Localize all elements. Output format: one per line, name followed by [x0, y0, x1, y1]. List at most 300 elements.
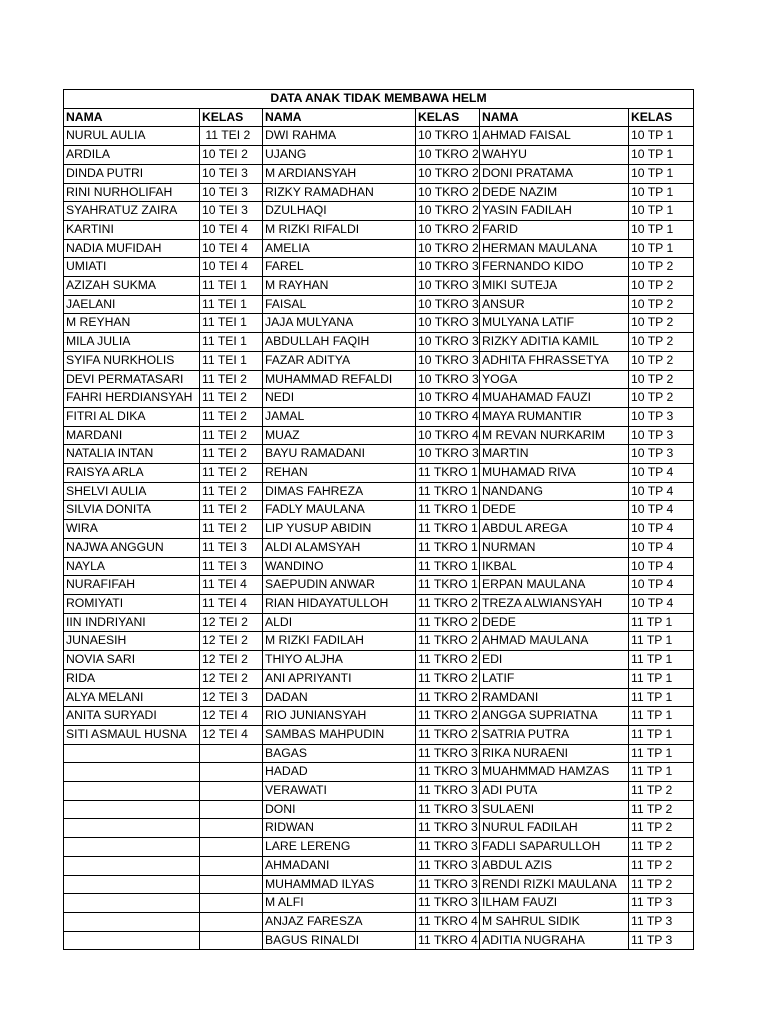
kelas-cell: 11 TEI 4	[200, 594, 263, 613]
nama-cell: FAISAL	[263, 295, 416, 314]
nama-cell	[64, 838, 200, 857]
nama-cell: BAGUS RINALDI	[263, 931, 416, 950]
kelas-cell: 11 TP 3	[629, 894, 694, 913]
nama-cell: SULAENI	[480, 800, 629, 819]
nama-cell: HERMAN MAULANA	[480, 239, 629, 258]
nama-cell: AHMAD FAISAL	[480, 127, 629, 146]
nama-cell: DWI RAHMA	[263, 127, 416, 146]
kelas-cell	[200, 912, 263, 931]
kelas-cell: 12 TEI 2	[200, 632, 263, 651]
table-title: DATA ANAK TIDAK MEMBAWA HELM	[64, 90, 694, 109]
nama-cell: DONI PRATAMA	[480, 164, 629, 183]
kelas-cell: 11 TP 3	[629, 912, 694, 931]
kelas-cell: 11 TKRO 4	[416, 912, 480, 931]
nama-cell: MUHAMMAD REFALDI	[263, 370, 416, 389]
kelas-cell: 10 TKRO 3	[416, 277, 480, 296]
kelas-cell: 10 TP 2	[629, 389, 694, 408]
kelas-cell: 11 TKRO 1	[416, 557, 480, 576]
nama-cell: TREZA ALWIANSYAH	[480, 594, 629, 613]
kelas-cell: 11 TKRO 3	[416, 856, 480, 875]
kelas-cell: 12 TEI 4	[200, 707, 263, 726]
kelas-cell: 11 TEI 3	[200, 557, 263, 576]
kelas-cell: 10 TEI 3	[200, 164, 263, 183]
nama-cell: YASIN FADILAH	[480, 202, 629, 221]
kelas-cell: 11 TKRO 3	[416, 800, 480, 819]
nama-cell: ANI APRIYANTI	[263, 669, 416, 688]
table-row	[64, 838, 694, 857]
kelas-cell: 10 TKRO 2	[416, 202, 480, 221]
nama-cell: IIN INDRIYANI	[64, 613, 200, 632]
kelas-cell: 10 TP 3	[629, 445, 694, 464]
kelas-cell: 11 TP 1	[629, 669, 694, 688]
nama-cell: NATALIA INTAN	[64, 445, 200, 464]
table-row	[64, 127, 694, 146]
nama-cell: EDI	[480, 651, 629, 670]
nama-cell: FAZAR ADITYA	[263, 351, 416, 370]
kelas-cell: 11 TKRO 3	[416, 819, 480, 838]
kelas-cell: 11 TKRO 2	[416, 613, 480, 632]
kelas-cell: 11 TEI 1	[200, 277, 263, 296]
nama-cell: M RAYHAN	[263, 277, 416, 296]
kelas-cell	[200, 744, 263, 763]
kelas-cell	[200, 800, 263, 819]
kelas-cell: 11 TP 1	[629, 744, 694, 763]
table-row	[64, 707, 694, 726]
nama-cell: MULYANA LATIF	[480, 314, 629, 333]
nama-cell: RINI NURHOLIFAH	[64, 183, 200, 202]
nama-cell: RIDA	[64, 669, 200, 688]
kelas-cell: 10 TEI 4	[200, 239, 263, 258]
table-row	[64, 239, 694, 258]
nama-cell: ALDI	[263, 613, 416, 632]
table-row	[64, 594, 694, 613]
kelas-cell: 11 TKRO 2	[416, 688, 480, 707]
kelas-cell: 11 TP 3	[629, 931, 694, 950]
kelas-cell: 10 TKRO 2	[416, 183, 480, 202]
kelas-cell: 10 TKRO 3	[416, 445, 480, 464]
nama-cell: MAYA RUMANTIR	[480, 407, 629, 426]
table-row	[64, 800, 694, 819]
nama-cell: M RIZKI FADILAH	[263, 632, 416, 651]
table-row	[64, 220, 694, 239]
kelas-cell: 10 TKRO 1	[416, 127, 480, 146]
kelas-cell: 10 TKRO 2	[416, 146, 480, 165]
nama-cell	[64, 744, 200, 763]
header-nama-1: NAMA	[64, 108, 200, 127]
nama-cell: NADIA MUFIDAH	[64, 239, 200, 258]
nama-cell	[64, 800, 200, 819]
kelas-cell: 11 TEI 2	[200, 407, 263, 426]
nama-cell: ABDUL AREGA	[480, 520, 629, 539]
nama-cell: LARE LERENG	[263, 838, 416, 857]
nama-cell: RENDI RIZKI MAULANA	[480, 875, 629, 894]
nama-cell: WIRA	[64, 520, 200, 539]
kelas-cell: 10 TKRO 4	[416, 426, 480, 445]
nama-cell: DZULHAQI	[263, 202, 416, 221]
kelas-cell: 11 TEI 1	[200, 351, 263, 370]
nama-cell: MIKI SUTEJA	[480, 277, 629, 296]
kelas-cell: 11 TKRO 2	[416, 594, 480, 613]
kelas-cell: 11 TKRO 1	[416, 464, 480, 483]
kelas-cell: 12 TEI 2	[200, 651, 263, 670]
table-row	[64, 931, 694, 950]
nama-cell: M ARDIANSYAH	[263, 164, 416, 183]
kelas-cell: 11 TP 1	[629, 688, 694, 707]
table-row	[64, 426, 694, 445]
header-row	[64, 108, 694, 127]
table-row	[64, 819, 694, 838]
nama-cell: DADAN	[263, 688, 416, 707]
table-row	[64, 146, 694, 165]
nama-cell: RAISYA ARLA	[64, 464, 200, 483]
kelas-cell	[200, 931, 263, 950]
header-kelas-3: KELAS	[629, 108, 694, 127]
nama-cell	[64, 856, 200, 875]
nama-cell: ADHITA FHRASSETYA	[480, 351, 629, 370]
nama-cell: SATRIA PUTRA	[480, 725, 629, 744]
kelas-cell: 10 TKRO 3	[416, 314, 480, 333]
nama-cell: MARDANI	[64, 426, 200, 445]
kelas-cell: 10 TKRO 3	[416, 295, 480, 314]
nama-cell	[64, 875, 200, 894]
kelas-cell: 10 TP 2	[629, 258, 694, 277]
nama-cell	[64, 931, 200, 950]
kelas-cell: 10 TP 1	[629, 127, 694, 146]
nama-cell: NAJWA ANGGUN	[64, 538, 200, 557]
table-row	[64, 557, 694, 576]
kelas-cell: 10 TEI 3	[200, 183, 263, 202]
kelas-cell: 10 TP 2	[629, 314, 694, 333]
kelas-cell: 11 TKRO 2	[416, 725, 480, 744]
table-row	[64, 538, 694, 557]
kelas-cell: 10 TP 3	[629, 426, 694, 445]
table-row	[64, 258, 694, 277]
nama-cell: ARDILA	[64, 146, 200, 165]
nama-cell: KARTINI	[64, 220, 200, 239]
kelas-cell: 11 TKRO 2	[416, 632, 480, 651]
table-row	[64, 464, 694, 483]
kelas-cell: 12 TEI 4	[200, 725, 263, 744]
nama-cell: FADLY MAULANA	[263, 501, 416, 520]
kelas-cell: 10 TP 4	[629, 538, 694, 557]
kelas-cell: 10 TP 3	[629, 407, 694, 426]
nama-cell: SILVIA DONITA	[64, 501, 200, 520]
kelas-cell: 10 TP 4	[629, 557, 694, 576]
nama-cell: LATIF	[480, 669, 629, 688]
table-row	[64, 688, 694, 707]
kelas-cell: 11 TEI 1	[200, 333, 263, 352]
nama-cell: DEDE	[480, 501, 629, 520]
table-row	[64, 389, 694, 408]
kelas-cell: 10 TEI 3	[200, 202, 263, 221]
nama-cell: RIAN HIDAYATULLOH	[263, 594, 416, 613]
kelas-cell: 11 TEI 3	[200, 538, 263, 557]
table-row	[64, 725, 694, 744]
kelas-cell: 11 TP 2	[629, 856, 694, 875]
nama-cell: VERAWATI	[263, 782, 416, 801]
nama-cell: ADI PUTA	[480, 782, 629, 801]
table-row	[64, 520, 694, 539]
kelas-cell: 11 TEI 2	[200, 389, 263, 408]
kelas-cell: 10 TP 2	[629, 333, 694, 352]
kelas-cell: 11 TEI 2	[200, 520, 263, 539]
nama-cell: BAYU RAMADANI	[263, 445, 416, 464]
kelas-cell: 11 TP 2	[629, 800, 694, 819]
nama-cell: ROMIYATI	[64, 594, 200, 613]
nama-cell: YOGA	[480, 370, 629, 389]
nama-cell: JAJA MULYANA	[263, 314, 416, 333]
kelas-cell: 11 TEI 4	[200, 576, 263, 595]
kelas-cell: 11 TP 2	[629, 875, 694, 894]
kelas-cell: 11 TKRO 2	[416, 669, 480, 688]
kelas-cell: 11 TKRO 3	[416, 763, 480, 782]
nama-cell: NOVIA SARI	[64, 651, 200, 670]
table-row	[64, 351, 694, 370]
nama-cell: NURMAN	[480, 538, 629, 557]
table-row	[64, 445, 694, 464]
nama-cell: ANGGA SUPRIATNA	[480, 707, 629, 726]
nama-cell: MUHAMAD RIVA	[480, 464, 629, 483]
nama-cell: RIO JUNIANSYAH	[263, 707, 416, 726]
kelas-cell: 11 TEI 2	[200, 370, 263, 389]
nama-cell: UJANG	[263, 146, 416, 165]
nama-cell: BAGAS	[263, 744, 416, 763]
table-row	[64, 613, 694, 632]
nama-cell: RIZKY ADITIA KAMIL	[480, 333, 629, 352]
kelas-cell: 11 TP 1	[629, 632, 694, 651]
nama-cell: REHAN	[263, 464, 416, 483]
nama-cell: ILHAM FAUZI	[480, 894, 629, 913]
header-nama-3: NAMA	[480, 108, 629, 127]
nama-cell: M REVAN NURKARIM	[480, 426, 629, 445]
title-row	[64, 90, 694, 109]
nama-cell: JAMAL	[263, 407, 416, 426]
kelas-cell: 10 TKRO 4	[416, 389, 480, 408]
nama-cell: NURAFIFAH	[64, 576, 200, 595]
nama-cell	[64, 763, 200, 782]
table-row	[64, 763, 694, 782]
nama-cell: MARTIN	[480, 445, 629, 464]
kelas-cell: 10 TP 1	[629, 239, 694, 258]
table-row	[64, 277, 694, 296]
nama-cell: SHELVI AULIA	[64, 482, 200, 501]
kelas-cell: 11 TP 2	[629, 838, 694, 857]
kelas-cell: 11 TKRO 1	[416, 520, 480, 539]
nama-cell: ALYA MELANI	[64, 688, 200, 707]
nama-cell: MUHAMMAD ILYAS	[263, 875, 416, 894]
nama-cell: NEDI	[263, 389, 416, 408]
kelas-cell: 10 TP 1	[629, 202, 694, 221]
nama-cell: M SAHRUL SIDIK	[480, 912, 629, 931]
kelas-cell	[200, 875, 263, 894]
kelas-cell: 11 TEI 1	[200, 295, 263, 314]
nama-cell: MUAHAMAD FAUZI	[480, 389, 629, 408]
nama-cell: NURUL AULIA	[64, 127, 200, 146]
nama-cell: NAYLA	[64, 557, 200, 576]
kelas-cell: 10 TEI 4	[200, 220, 263, 239]
kelas-cell: 11 TEI 2	[200, 445, 263, 464]
kelas-cell: 11 TKRO 3	[416, 894, 480, 913]
nama-cell: JAELANI	[64, 295, 200, 314]
table-row	[64, 856, 694, 875]
nama-cell: THIYO ALJHA	[263, 651, 416, 670]
kelas-cell: 10 TEI 4	[200, 258, 263, 277]
nama-cell: NURUL FADILAH	[480, 819, 629, 838]
nama-cell: SITI ASMAUL HUSNA	[64, 725, 200, 744]
nama-cell: WAHYU	[480, 146, 629, 165]
table-row	[64, 875, 694, 894]
kelas-cell: 11 TKRO 2	[416, 707, 480, 726]
kelas-cell: 10 TP 4	[629, 594, 694, 613]
table-row	[64, 782, 694, 801]
kelas-cell: 12 TEI 2	[200, 669, 263, 688]
kelas-cell: 10 TKRO 2	[416, 164, 480, 183]
table-row	[64, 669, 694, 688]
nama-cell: IKBAL	[480, 557, 629, 576]
nama-cell: SAMBAS MAHPUDIN	[263, 725, 416, 744]
nama-cell: SYIFA NURKHOLIS	[64, 351, 200, 370]
nama-cell: DEDE NAZIM	[480, 183, 629, 202]
kelas-cell: 10 TKRO 2	[416, 239, 480, 258]
nama-cell: LIP YUSUP ABIDIN	[263, 520, 416, 539]
kelas-cell: 10 TP 2	[629, 277, 694, 296]
kelas-cell: 11 TKRO 3	[416, 838, 480, 857]
kelas-cell: 11 TP 1	[629, 613, 694, 632]
kelas-cell: 11 TKRO 3	[416, 782, 480, 801]
kelas-cell: 11 TEI 1	[200, 314, 263, 333]
nama-cell: NANDANG	[480, 482, 629, 501]
kelas-cell	[200, 782, 263, 801]
nama-cell: FAREL	[263, 258, 416, 277]
nama-cell: JUNAESIH	[64, 632, 200, 651]
kelas-cell	[200, 838, 263, 857]
kelas-cell: 11 TP 2	[629, 782, 694, 801]
kelas-cell: 11 TKRO 3	[416, 744, 480, 763]
table-row	[64, 632, 694, 651]
kelas-cell: 10 TP 4	[629, 482, 694, 501]
nama-cell: DEVI PERMATASARI	[64, 370, 200, 389]
kelas-cell: 11 TKRO 1	[416, 576, 480, 595]
kelas-cell: 10 TP 4	[629, 576, 694, 595]
kelas-cell: 10 TP 2	[629, 370, 694, 389]
table-row	[64, 183, 694, 202]
nama-cell: FERNANDO KIDO	[480, 258, 629, 277]
table-row	[64, 370, 694, 389]
kelas-cell: 12 TEI 3	[200, 688, 263, 707]
kelas-cell: 11 TKRO 4	[416, 931, 480, 950]
kelas-cell: 11 TEI 2	[200, 501, 263, 520]
table-row	[64, 333, 694, 352]
table-row	[64, 164, 694, 183]
nama-cell: ALDI ALAMSYAH	[263, 538, 416, 557]
nama-cell: ABDULLAH FAQIH	[263, 333, 416, 352]
kelas-cell: 10 TP 1	[629, 164, 694, 183]
kelas-cell: 10 TKRO 4	[416, 407, 480, 426]
nama-cell	[64, 894, 200, 913]
nama-cell: ANJAZ FARESZA	[263, 912, 416, 931]
kelas-cell: 11 TP 1	[629, 763, 694, 782]
data-table	[63, 89, 694, 950]
kelas-cell: 10 TP 4	[629, 520, 694, 539]
header-nama-2: NAMA	[263, 108, 416, 127]
kelas-cell	[200, 856, 263, 875]
nama-cell: RIDWAN	[263, 819, 416, 838]
kelas-cell: 11 TP 1	[629, 707, 694, 726]
kelas-cell: 11 TP 1	[629, 725, 694, 744]
nama-cell: FAHRI HERDIANSYAH	[64, 389, 200, 408]
nama-cell: SYAHRATUZ ZAIRA	[64, 202, 200, 221]
kelas-cell: 11 TEI 2	[200, 482, 263, 501]
nama-cell: MILA JULIA	[64, 333, 200, 352]
kelas-cell: 11 TKRO 1	[416, 482, 480, 501]
kelas-cell: 10 TKRO 3	[416, 351, 480, 370]
kelas-cell: 11 TKRO 1	[416, 538, 480, 557]
table-row	[64, 651, 694, 670]
nama-cell: DONI	[263, 800, 416, 819]
nama-cell	[64, 782, 200, 801]
table-row	[64, 314, 694, 333]
kelas-cell: 10 TEI 2	[200, 146, 263, 165]
nama-cell: ABDUL AZIS	[480, 856, 629, 875]
nama-cell: HADAD	[263, 763, 416, 782]
nama-cell: AHMAD MAULANA	[480, 632, 629, 651]
kelas-cell: 11 TP 1	[629, 651, 694, 670]
nama-cell: DINDA PUTRI	[64, 164, 200, 183]
kelas-cell: 10 TKRO 3	[416, 370, 480, 389]
nama-cell	[64, 912, 200, 931]
kelas-cell: 11 TP 2	[629, 819, 694, 838]
table-row	[64, 912, 694, 931]
nama-cell: FARID	[480, 220, 629, 239]
kelas-cell: 10 TKRO 2	[416, 220, 480, 239]
nama-cell: ERPAN MAULANA	[480, 576, 629, 595]
nama-cell: AHMADANI	[263, 856, 416, 875]
header-kelas-2: KELAS	[416, 108, 480, 127]
nama-cell: AMELIA	[263, 239, 416, 258]
nama-cell: ANSUR	[480, 295, 629, 314]
kelas-cell	[200, 763, 263, 782]
kelas-cell: 10 TP 1	[629, 183, 694, 202]
kelas-cell: 11 TKRO 2	[416, 651, 480, 670]
kelas-cell: 11 TEI 2	[200, 127, 263, 146]
kelas-cell: 11 TKRO 1	[416, 501, 480, 520]
kelas-cell: 10 TP 1	[629, 146, 694, 165]
kelas-cell	[200, 819, 263, 838]
kelas-cell: 11 TEI 2	[200, 464, 263, 483]
table-row	[64, 295, 694, 314]
table-row	[64, 202, 694, 221]
kelas-cell: 10 TKRO 3	[416, 258, 480, 277]
kelas-cell: 10 TKRO 3	[416, 333, 480, 352]
kelas-cell: 11 TEI 2	[200, 426, 263, 445]
nama-cell	[64, 819, 200, 838]
table-row	[64, 576, 694, 595]
nama-cell: DIMAS FAHREZA	[263, 482, 416, 501]
nama-cell: DEDE	[480, 613, 629, 632]
nama-cell: ADITIA NUGRAHA	[480, 931, 629, 950]
table-row	[64, 501, 694, 520]
nama-cell: ANITA SURYADI	[64, 707, 200, 726]
nama-cell: AZIZAH SUKMA	[64, 277, 200, 296]
nama-cell: RIZKY RAMADHAN	[263, 183, 416, 202]
table-row	[64, 744, 694, 763]
nama-cell: UMIATI	[64, 258, 200, 277]
kelas-cell: 12 TEI 2	[200, 613, 263, 632]
kelas-cell: 10 TP 4	[629, 464, 694, 483]
nama-cell: M RIZKI RIFALDI	[263, 220, 416, 239]
nama-cell: FADLI SAPARULLOH	[480, 838, 629, 857]
nama-cell: RAMDANI	[480, 688, 629, 707]
